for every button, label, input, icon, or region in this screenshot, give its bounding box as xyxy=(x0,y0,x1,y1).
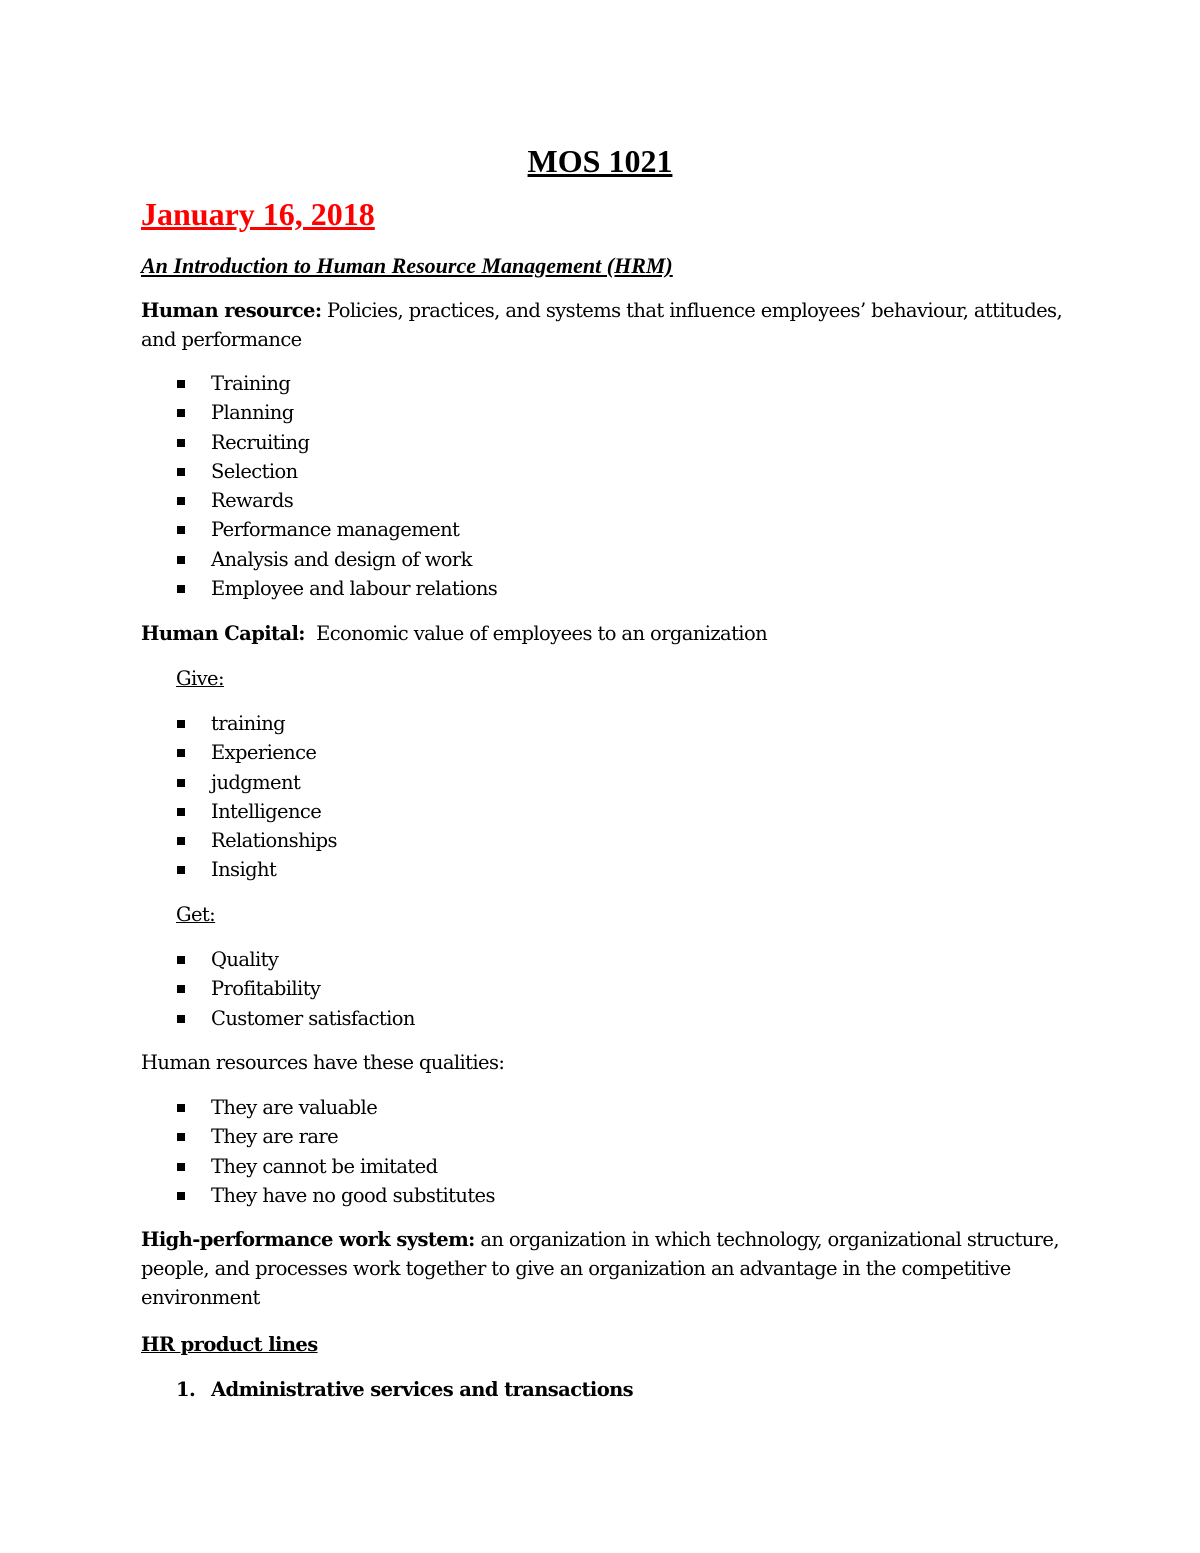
square-bullet-icon xyxy=(177,837,185,845)
square-bullet-icon xyxy=(177,1163,185,1171)
document-page: MOS 1021 January 16, 2018 An Introduction to Human Resource Management (HRM) Human resource: Policies, practices, and systems that influence employees’ behaviour, attitudes, and performance Training Planning Recruiting Selection Rewards Performance management Analysis and design of work Employee and labour relations Human Capital: Economic value of employees to an organization Give: training Experience judgment Intelligence Relationships Insight Get: Quality Profitability Customer satisfaction Human resources have these qualities: They are valuable They are rare They cannot be imitated They have no good substitutes High-performance work system: an organization in which technology, organizational structure, people, and processes work together to give an organization an advantage in the competitive environment HR product lines 1. Administrative services and transactions xyxy=(0,0,1200,1553)
human-resource-term: Human resource: xyxy=(141,299,322,322)
hpws-definition xyxy=(141,1225,1071,1312)
square-bullet-icon xyxy=(177,409,185,417)
human-capital-definition-text: Economic value of employees to an organization xyxy=(304,622,768,645)
document-title: MOS 1021 xyxy=(527,143,673,179)
human-resource-definition-text: Policies, practices, and systems that influence employees’ behaviour, attitudes, and performance xyxy=(141,299,1063,351)
square-bullet-icon xyxy=(177,468,185,476)
square-bullet-icon xyxy=(177,497,185,505)
square-bullet-icon xyxy=(177,779,185,787)
lecture-subtitle: An Introduction to Human Resource Management (HRM) xyxy=(141,253,673,278)
human-resource-definition xyxy=(141,296,1071,354)
square-bullet-icon xyxy=(177,808,185,816)
hpws-definition-text: an organization in which technology, organizational structure, people, and processes work together to give an organization an advantage in the competitive environment xyxy=(141,1228,1059,1309)
give-label: Give: xyxy=(176,667,224,690)
qualities-intro: Human resources have these qualities: xyxy=(141,1051,505,1074)
square-bullet-icon xyxy=(177,439,185,447)
square-bullet-icon xyxy=(177,749,185,757)
square-bullet-icon xyxy=(177,1015,185,1023)
square-bullet-icon xyxy=(177,866,185,874)
square-bullet-icon xyxy=(177,956,185,964)
human-capital-term: Human Capital: xyxy=(141,622,305,645)
square-bullet-icon xyxy=(177,526,185,534)
square-bullet-icon xyxy=(177,720,185,728)
product-lines-heading: HR product lines xyxy=(141,1333,318,1356)
square-bullet-icon xyxy=(177,1104,185,1112)
square-bullet-icon xyxy=(177,380,185,388)
lecture-date: January 16, 2018 xyxy=(141,196,375,232)
square-bullet-icon xyxy=(177,1133,185,1141)
square-bullet-icon xyxy=(177,985,185,993)
square-bullet-icon xyxy=(177,585,185,593)
get-label: Get: xyxy=(176,903,216,926)
square-bullet-icon xyxy=(177,556,185,564)
hpws-term: High-performance work system: xyxy=(141,1228,475,1251)
square-bullet-icon xyxy=(177,1192,185,1200)
human-capital-definition xyxy=(141,619,1071,648)
